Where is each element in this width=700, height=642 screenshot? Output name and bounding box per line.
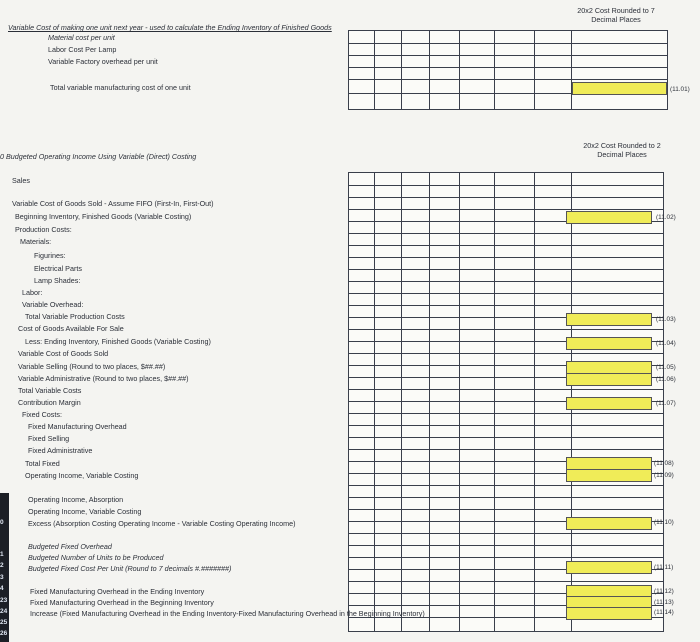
- row-contribution-margin: Contribution Margin: [18, 398, 81, 407]
- section1-title: Variable Cost of making one unit next year - used to calculate the Ending Inventory of Finished Goods: [8, 23, 332, 32]
- row-sales: Sales: [12, 176, 30, 185]
- row-total-variable-production: Total Variable Production Costs: [25, 312, 125, 321]
- row-variable-selling: Variable Selling (Round to two places, $##.##): [18, 362, 166, 371]
- gutter-num: 0: [0, 519, 4, 526]
- row-fixed-costs: Fixed Costs:: [22, 410, 62, 419]
- ref-11-05: (11.05): [656, 364, 676, 371]
- gutter-num: 25: [0, 619, 8, 626]
- row-figurines: Figurines:: [34, 251, 66, 260]
- row-excess: Excess (Absorption Costing Operating Income - Variable Costing Operating Income): [28, 519, 296, 528]
- row-fixed-selling: Fixed Selling: [28, 434, 70, 443]
- row-production-costs: Production Costs:: [15, 225, 72, 234]
- row-total-variable-costs: Total Variable Costs: [18, 386, 82, 395]
- row-total-fixed: Total Fixed: [25, 459, 60, 468]
- row-budgeted-fixed-cost-per-unit: Budgeted Fixed Cost Per Unit (Round to 7 decimals #.#######): [28, 564, 232, 573]
- row-lamp-shades: Lamp Shades:: [34, 276, 81, 285]
- section2-title: 0 Budgeted Operating Income Using Variable (Direct) Costing: [0, 152, 197, 161]
- row-variable-fo: Variable Factory overhead per unit: [48, 57, 158, 66]
- row-increase: Increase (Fixed Manufacturing Overhead in the Ending Inventory-Fixed Manufacturing Overhead in the Beginning Inventory): [30, 609, 425, 618]
- gutter-num: 2: [0, 562, 4, 569]
- section2-col-header: [574, 141, 670, 159]
- ref-11-01: (11.01): [670, 86, 690, 93]
- gutter-num: 4: [0, 585, 4, 592]
- row-labor-cost: Labor Cost Per Lamp: [48, 45, 117, 54]
- row-fmo-ending-inventory: Fixed Manufacturing Overhead in the Ending Inventory: [30, 587, 205, 596]
- answer-cell-11-11[interactable]: [566, 561, 652, 574]
- row-variable-cogs: Variable Cost of Goods Sold: [18, 349, 109, 358]
- section1-grid: [348, 30, 668, 110]
- ref-11-11: (11.11): [654, 564, 674, 571]
- answer-cell-11-02[interactable]: [566, 211, 652, 224]
- section1-col-header-line2: Decimal Places: [591, 15, 641, 24]
- answer-cell-11-03[interactable]: [566, 313, 652, 326]
- answer-cell-11-09[interactable]: [566, 469, 652, 482]
- answer-cell-11-01[interactable]: [572, 82, 667, 95]
- answer-cell-11-07[interactable]: [566, 397, 652, 410]
- answer-cell-11-14[interactable]: [566, 607, 652, 620]
- answer-cell-11-06[interactable]: [566, 373, 652, 386]
- row-variable-admin: Variable Administrative (Round to two places, $##.##): [18, 374, 189, 383]
- row-operating-income-variable: Operating Income, Variable Costing: [25, 471, 139, 480]
- row-labor: Labor:: [22, 288, 43, 297]
- ref-11-10: (11.10): [654, 519, 674, 526]
- gutter-num: 23: [0, 597, 8, 604]
- ref-11-06: (11.06): [656, 376, 676, 383]
- answer-cell-11-10[interactable]: [566, 517, 652, 530]
- ref-11-04: (11.04): [656, 340, 676, 347]
- row-budgeted-fixed-overhead: Budgeted Fixed Overhead: [28, 542, 112, 551]
- ref-11-14: (11.14): [654, 609, 674, 616]
- section1-col-header: [568, 6, 664, 24]
- ref-11-13: (11.13): [654, 599, 674, 606]
- section1-col-header-line1: 20x2 Cost Rounded to 7: [577, 6, 655, 15]
- ref-11-07: (11.07): [656, 400, 676, 407]
- row-variable-overhead: Variable Overhead:: [22, 300, 84, 309]
- section2-col-header-line2: Decimal Places: [597, 150, 647, 159]
- row-fixed-admin: Fixed Administrative: [28, 446, 93, 455]
- ref-11-12: (11.12): [654, 588, 674, 595]
- gutter-num: 1: [0, 551, 4, 558]
- ref-11-09: (11.09): [654, 472, 674, 479]
- ref-11-08: (11.08): [654, 460, 674, 467]
- row-electrical-parts: Electrical Parts: [34, 264, 82, 273]
- ref-11-03: (11.03): [656, 316, 676, 323]
- row-fixed-mfg-overhead: Fixed Manufacturing Overhead: [28, 422, 127, 431]
- row-less-ending-inventory: Less: Ending Inventory, Finished Goods (Variable Costing): [25, 337, 211, 346]
- row-materials: Materials:: [20, 237, 52, 246]
- gutter-num: 24: [0, 608, 8, 615]
- answer-cell-11-04[interactable]: [566, 337, 652, 350]
- row-budgeted-units: Budgeted Number of Units to be Produced: [28, 553, 164, 562]
- row-total-variable-cost: Total variable manufacturing cost of one unit: [50, 83, 191, 92]
- ref-11-02: (11.02): [656, 214, 676, 221]
- row-beginning-inventory: Beginning Inventory, Finished Goods (Variable Costing): [15, 212, 192, 221]
- row-material-cost: Material cost per unit: [48, 33, 115, 42]
- gutter-num: 3: [0, 574, 4, 581]
- row-operating-income-absorption: Operating Income, Absorption: [28, 495, 124, 504]
- section2-col-header-line1: 20x2 Cost Rounded to 2: [583, 141, 661, 150]
- row-vcogs-header: Variable Cost of Goods Sold - Assume FIFO (First-In, First-Out): [12, 199, 214, 208]
- row-cost-goods-available: Cost of Goods Available For Sale: [18, 324, 124, 333]
- row-fmo-beginning-inventory: Fixed Manufacturing Overhead in the Beginning Inventory: [30, 598, 214, 607]
- gutter-num: 26: [0, 630, 8, 637]
- row-operating-income-variable-2: Operating Income, Variable Costing: [28, 507, 142, 516]
